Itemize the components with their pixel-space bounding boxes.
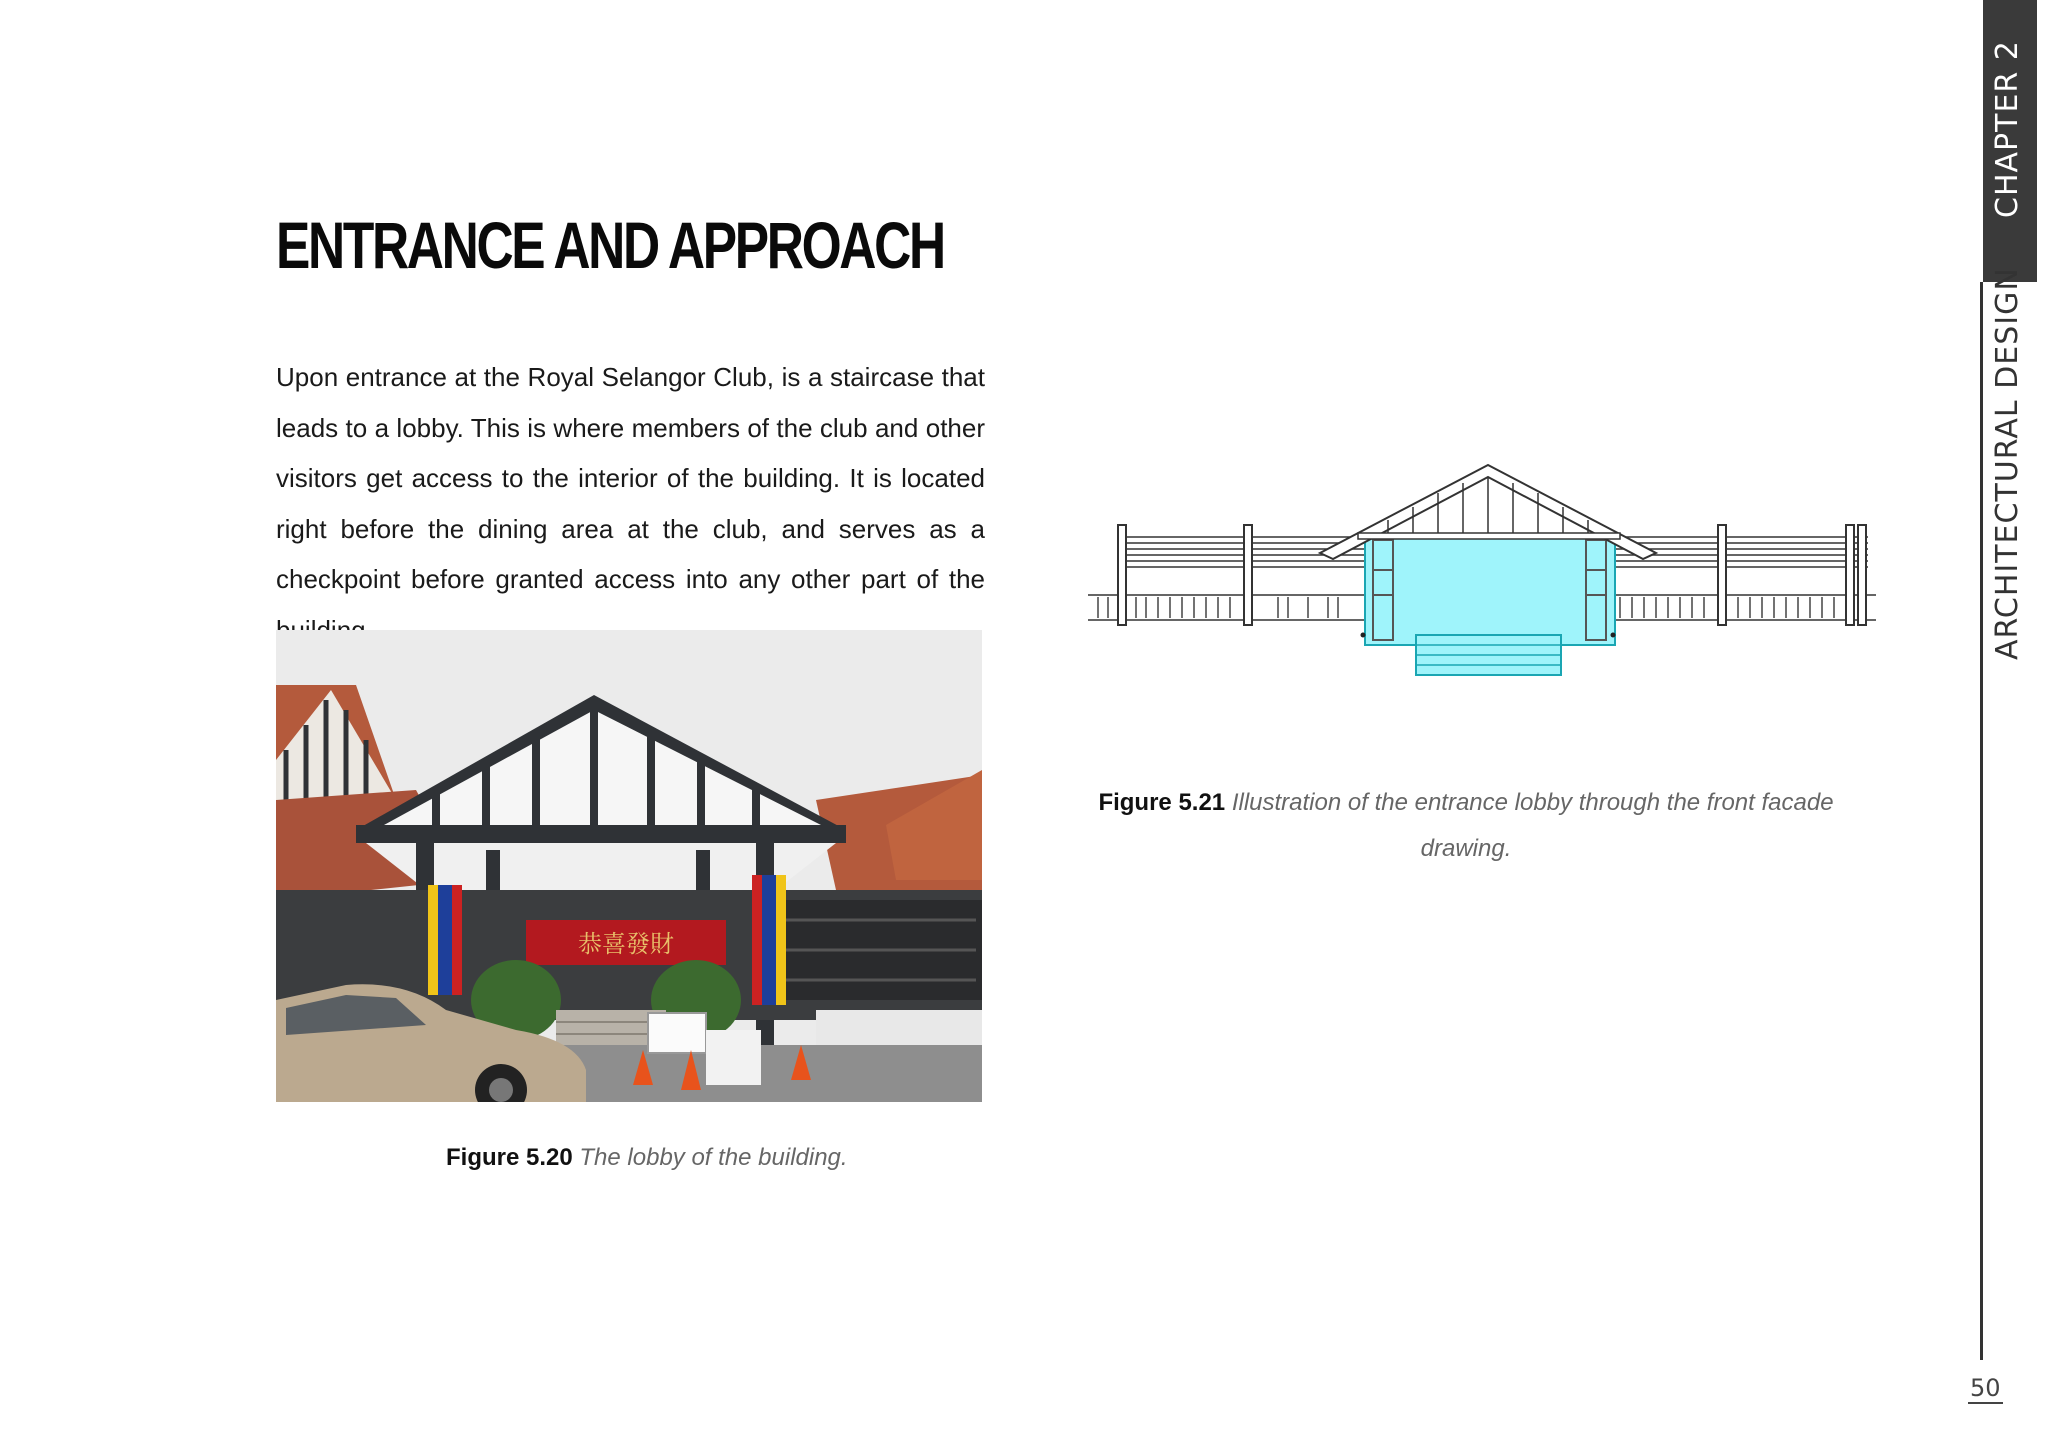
- lobby-photo: [276, 630, 982, 1102]
- figure-5-20-text: The lobby of the building.: [579, 1144, 848, 1171]
- facade-drawing: [1088, 455, 1876, 680]
- figure-5-21-label: Figure 5.21: [1098, 789, 1226, 816]
- body-paragraph: Upon entrance at the Royal Selangor Club, is a staircase that leads to a lobby. This is where members of the club and other visitors get access to the interior of the building. It is located right before the dining area at the club, and serves as a checkpoint before granted access into any other part of the: [276, 362, 985, 594]
- page-number: 50: [1970, 1374, 2001, 1402]
- side-rule: [1980, 282, 1983, 1360]
- figure-5-20-caption: [446, 1135, 848, 1181]
- figure-5-21-caption: [1086, 780, 1846, 872]
- figure-5-20-label: Figure 5.20: [446, 1144, 573, 1171]
- chapter-label: CHAPTER 2: [1990, 40, 2025, 218]
- banner-text: 恭喜發財: [578, 930, 674, 958]
- figure-5-21-text: Illustration of the entrance lobby through the front facade drawing.: [1231, 789, 1834, 862]
- section-label: ARCHITECTURAL DESIGN: [1990, 267, 2025, 660]
- page-heading: ENTRANCE AND APPROACH: [276, 208, 944, 282]
